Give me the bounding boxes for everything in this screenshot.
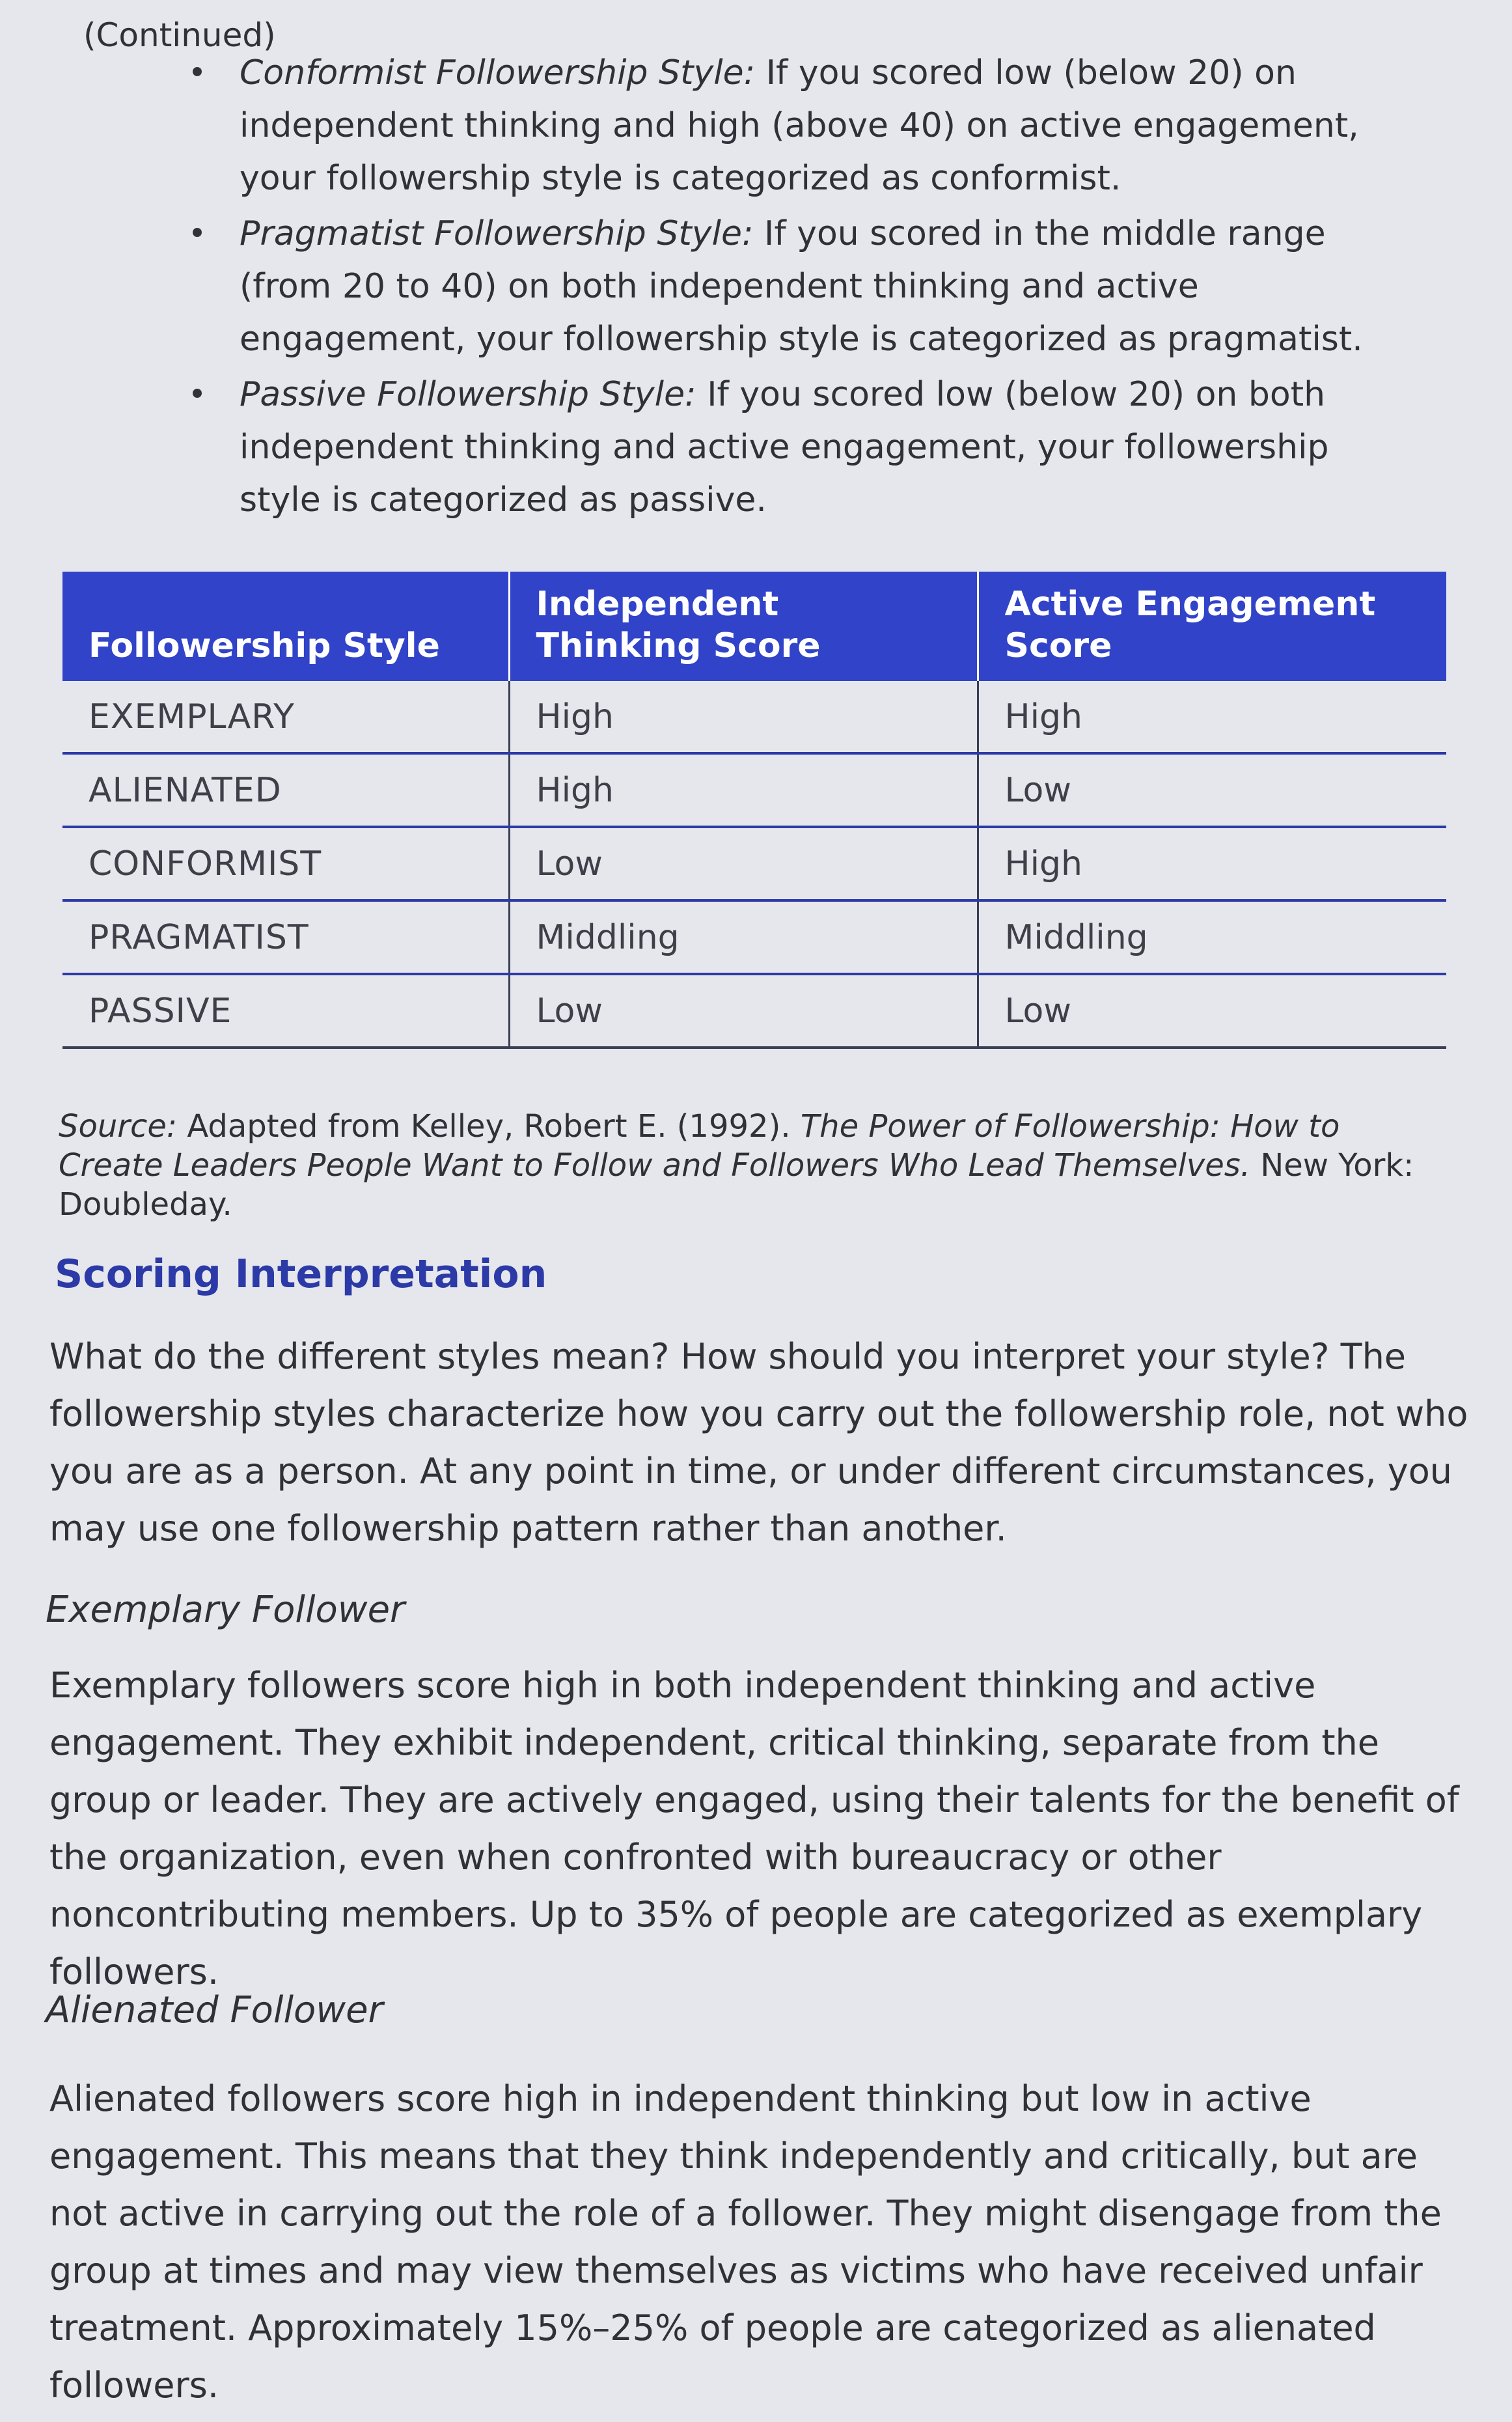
bullet-icon xyxy=(193,389,202,398)
source-label: Source: xyxy=(59,1108,178,1145)
table-header-row xyxy=(62,572,1446,681)
list-item xyxy=(240,47,1372,205)
table-row xyxy=(62,681,1446,753)
bullet-term: Conformist Followership Style: xyxy=(240,53,756,92)
table-row xyxy=(62,827,1446,900)
bullet-text: If you scored low (below 20) on both independent thinking and active engagement, your followership style is categorized as passive. xyxy=(240,375,1329,520)
list-item xyxy=(240,208,1372,366)
alienated-paragraph: Alienated followers score high in independent thinking but low in active engagement. This means that they think independently and critically, but are not active in carrying out the role of a follower. They might disengage from the group at times and may view themselves as victims who have received unfair treatment. Approximately 15%–25% of people are categorized as alienated followers. xyxy=(49,2078,1442,2406)
table-cell: High xyxy=(978,681,1446,753)
table-cell: CONFORMIST xyxy=(62,827,509,900)
table-cell: Middling xyxy=(509,900,978,974)
table-cell: High xyxy=(509,681,978,753)
table-cell: PASSIVE xyxy=(62,974,509,1048)
table-cell: High xyxy=(509,753,978,827)
table-cell: Low xyxy=(509,974,978,1048)
list-item xyxy=(240,369,1372,527)
source-prefix: Adapted from Kelley, Robert E. (1992). xyxy=(187,1108,791,1145)
bullet-icon xyxy=(193,228,202,237)
column-header: Followership Style xyxy=(62,572,509,681)
bullet-term: Pragmatist Followership Style: xyxy=(240,214,754,253)
table-cell: EXEMPLARY xyxy=(62,681,509,753)
bullet-icon xyxy=(193,67,202,76)
bullet-text: If you scored low (below 20) on independent thinking and high (above 40) on active engagement, your followership style is categorized as conformist. xyxy=(240,53,1359,198)
bullet-term: Passive Followership Style: xyxy=(240,375,696,414)
bullet-text: If you scored in the middle range (from 20 to 40) on both independent thinking and active engagement, your followership style is categorized as pragmatist. xyxy=(240,214,1363,359)
table-cell: Low xyxy=(978,974,1446,1048)
intro-paragraph: What do the different styles mean? How should you interpret your style? The followership styles characterize how you carry out the followership role, not who you are as a person. At any point in time, or under different circumstances, you may use one followership pattern rather than another. xyxy=(49,1336,1468,1549)
table-cell: Low xyxy=(509,827,978,900)
source-suffix: New York: Doubleday. xyxy=(59,1147,1414,1223)
followership-style-table xyxy=(62,572,1446,1049)
table-cell: ALIENATED xyxy=(62,753,509,827)
exemplary-heading: Exemplary Follower xyxy=(46,1589,405,1631)
exemplary-paragraph: Exemplary followers score high in both independent thinking and active engagement. They exhibit independent, critical thinking, separate from the group or leader. They are actively engaged, using their talents for the benefit of the organization, even when confronted with bureaucracy or other noncontributing members. Up to 35% of people are categorized as exemplary followers. xyxy=(49,1665,1459,1992)
table-cell: High xyxy=(978,827,1446,900)
table-row xyxy=(62,900,1446,974)
source-citation xyxy=(59,1107,1451,1224)
column-header: Active Engagement Score xyxy=(978,572,1446,681)
followership-style-list xyxy=(240,47,1372,529)
column-header: Independent Thinking Score xyxy=(509,572,978,681)
alienated-heading: Alienated Follower xyxy=(46,1989,383,2031)
section-heading: Scoring Interpretation xyxy=(55,1251,547,1297)
source-title: The Power of Followership: How to Create Leaders People Want to Follow and Followers Who Lead Themselves. xyxy=(59,1108,1340,1184)
table-cell: Low xyxy=(978,753,1446,827)
table-row xyxy=(62,974,1446,1048)
table-cell: PRAGMATIST xyxy=(62,900,509,974)
table-cell: Middling xyxy=(978,900,1446,974)
table-row xyxy=(62,753,1446,827)
continued-label: (Continued) xyxy=(83,16,276,54)
